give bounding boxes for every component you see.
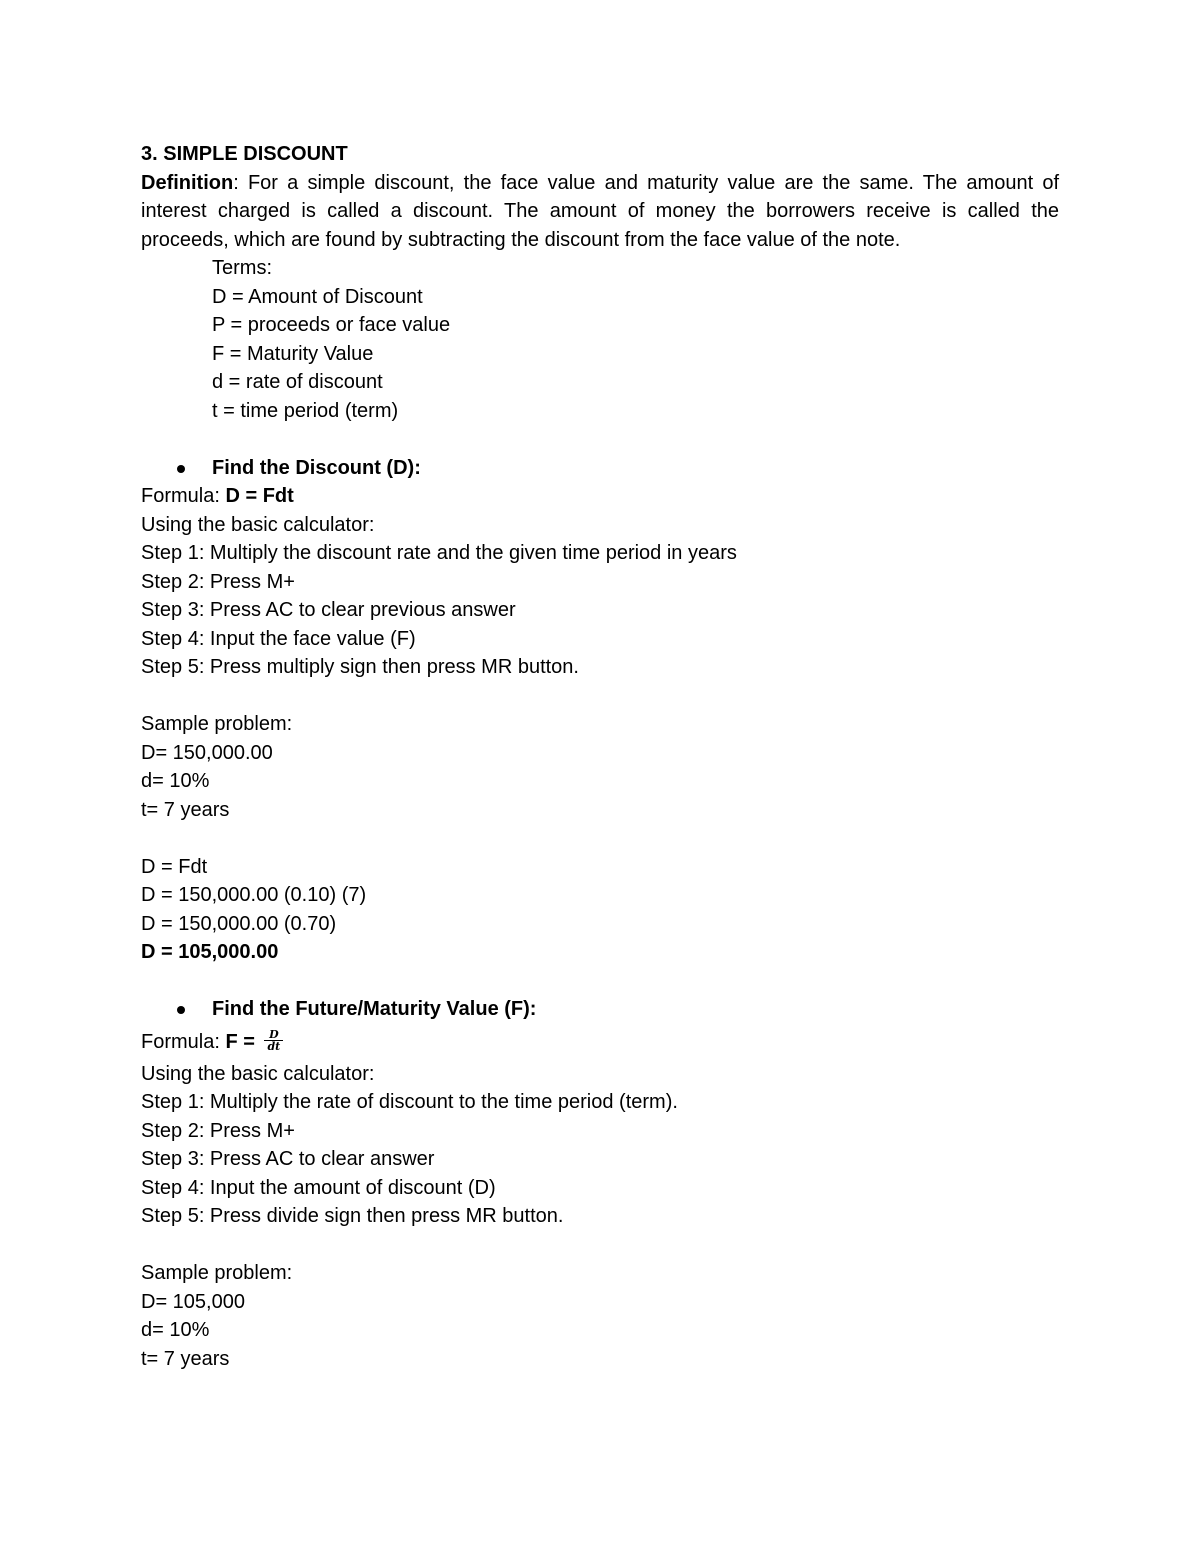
solution-line: D = 150,000.00 (0.10) (7)	[141, 884, 367, 906]
discount-title: Find the Discount (D):	[212, 456, 421, 479]
bullet-icon	[177, 1006, 185, 1014]
definition-paragraph	[141, 169, 1059, 255]
formula-expression: D = Fdt	[225, 485, 294, 507]
step-item: Step 3: Press AC to clear answer	[141, 1148, 435, 1170]
step-item: Step 1: Multiply the discount rate and the given time period in years	[141, 542, 737, 564]
formula-label: Formula:	[141, 485, 226, 507]
bullet-icon	[177, 465, 185, 473]
step-item: Step 2: Press M+	[141, 570, 295, 593]
calc-intro: Using the basic calculator:	[141, 1062, 375, 1085]
discount-section-title	[141, 454, 1059, 483]
sample-value: D= 150,000.00	[141, 741, 273, 764]
maturity-title: Find the Future/Maturity Value (F):	[212, 998, 537, 1020]
term-item: d = rate of discount	[212, 371, 383, 393]
sample-label: Sample problem:	[141, 1262, 293, 1284]
definition-text: : For a simple discount, the face value and maturity value are the same. The amount of interest charged is called a discount. The amount of money the borrowers receive is called the proceeds, which are found by subtracting the discount from the face value of the note.	[141, 171, 1059, 251]
solution-line: D = Fdt	[141, 855, 208, 878]
fraction-numerator: D	[269, 1027, 279, 1041]
terms-label: Terms:	[212, 257, 272, 279]
step-item: Step 1: Multiply the rate of discount to the time period (term).	[141, 1091, 678, 1113]
step-item: Step 4: Input the amount of discount (D)	[141, 1176, 496, 1199]
discount-formula	[141, 482, 1059, 511]
maturity-formula	[141, 1024, 1059, 1060]
solution-answer: D = 105,000.00	[141, 941, 279, 963]
step-item: Step 4: Input the face value (F)	[141, 627, 416, 650]
formula-label: Formula:	[141, 1030, 226, 1053]
step-item: Step 3: Press AC to clear previous answer	[141, 599, 516, 621]
sample-value: D= 105,000	[141, 1290, 245, 1313]
fraction-denominator: dt	[264, 1040, 283, 1052]
sample-value: t= 7 years	[141, 1347, 230, 1370]
sample-value: t= 7 years	[141, 798, 230, 821]
sample-value: d= 10%	[141, 1319, 210, 1341]
spacer	[141, 1231, 1059, 1260]
term-item: F = Maturity Value	[212, 342, 374, 365]
sample-label: Sample problem:	[141, 713, 293, 735]
spacer	[141, 824, 1059, 853]
calc-intro: Using the basic calculator:	[141, 513, 375, 536]
formula-fraction	[264, 1029, 283, 1052]
term-item: t = time period (term)	[212, 399, 399, 422]
definition-label: Definition	[141, 171, 234, 194]
term-item: P = proceeds or face value	[212, 314, 451, 336]
section-heading: 3. SIMPLE DISCOUNT	[141, 143, 348, 165]
step-item: Step 5: Press multiply sign then press MR button.	[141, 656, 579, 678]
solution-line: D = 150,000.00 (0.70)	[141, 912, 337, 935]
sample-value: d= 10%	[141, 770, 210, 792]
document-body	[141, 140, 1059, 1373]
spacer	[141, 682, 1059, 711]
step-item: Step 5: Press divide sign then press MR button.	[141, 1205, 564, 1227]
maturity-section-title	[141, 995, 1059, 1024]
spacer	[141, 425, 1059, 454]
step-item: Step 2: Press M+	[141, 1119, 295, 1142]
spacer	[141, 967, 1059, 996]
term-item: D = Amount of Discount	[212, 285, 423, 308]
formula-lhs: F =	[225, 1030, 261, 1053]
